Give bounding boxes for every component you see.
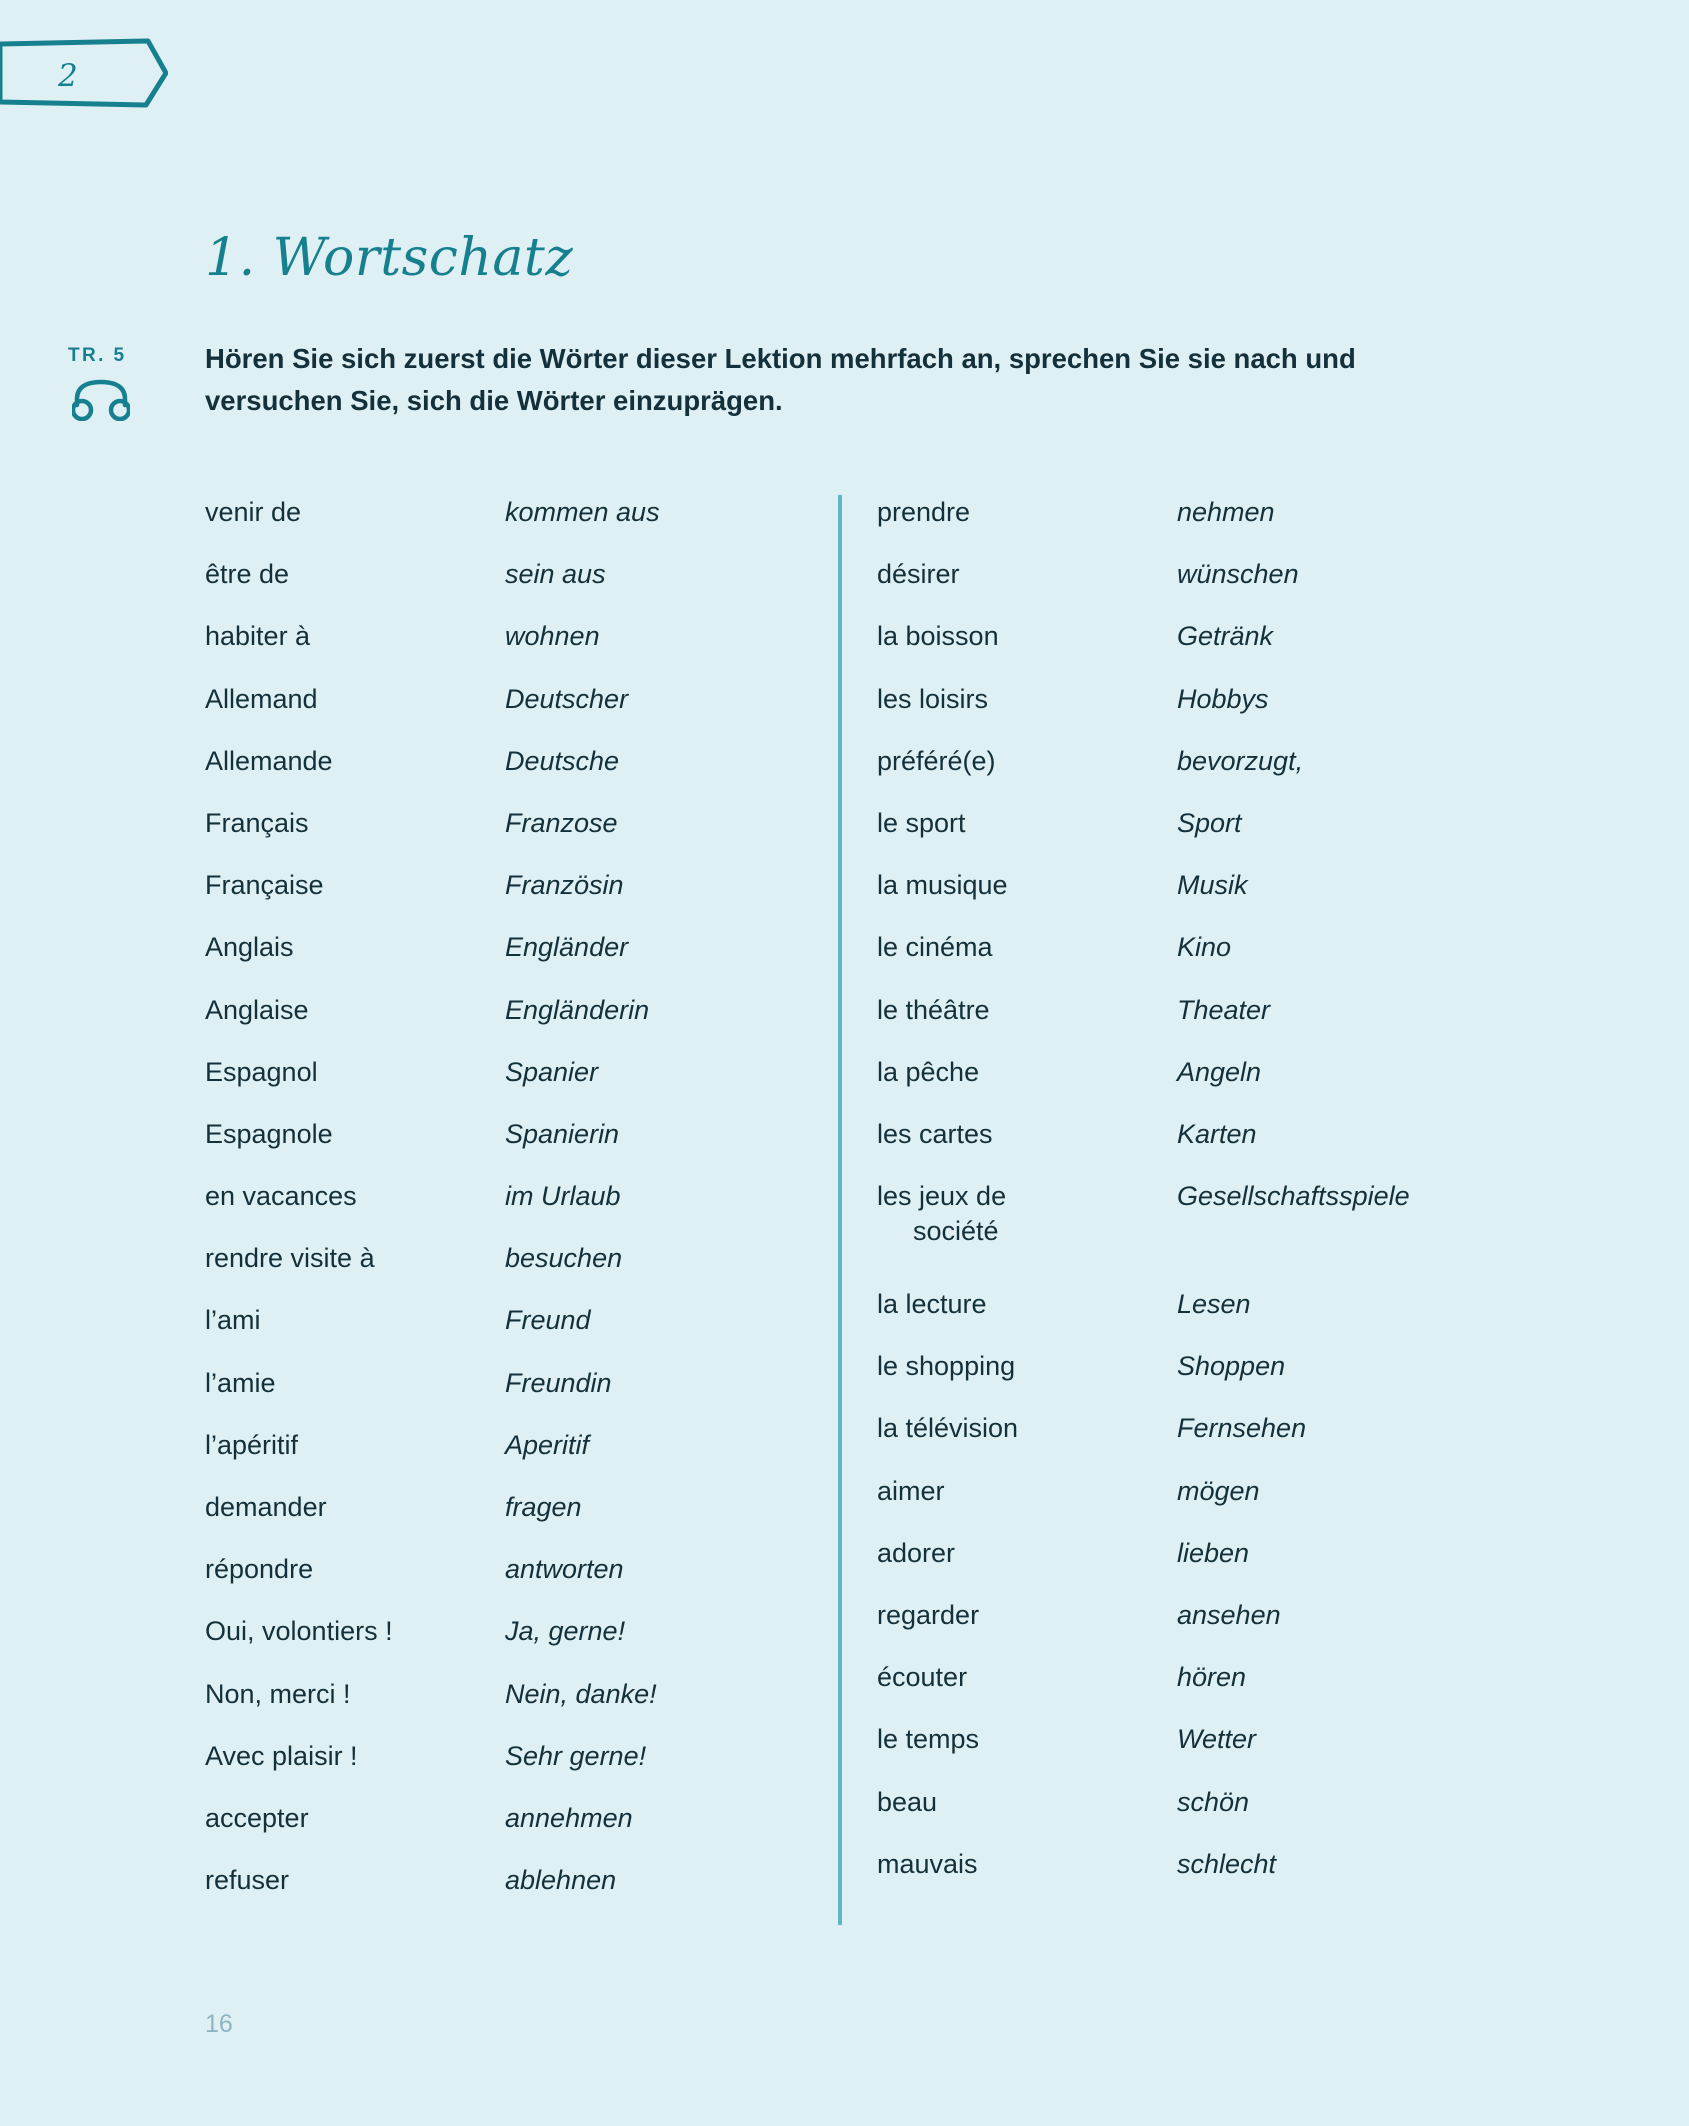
vocab-german: Engländerin bbox=[505, 994, 650, 1025]
vocabulary-table bbox=[205, 495, 1480, 1925]
vocab-french: beau bbox=[877, 1786, 938, 1817]
vocab-german: schön bbox=[1177, 1786, 1250, 1817]
vocab-german: ansehen bbox=[1177, 1600, 1281, 1630]
vocab-row bbox=[877, 495, 1480, 557]
vocab-row bbox=[205, 495, 808, 557]
vocab-french: le cinéma bbox=[877, 932, 993, 963]
vocab-german: Spanier bbox=[505, 1056, 599, 1087]
vocab-row bbox=[877, 1411, 1480, 1473]
vocab-row bbox=[205, 744, 808, 806]
page-number: 16 bbox=[205, 2010, 233, 2038]
vocab-row bbox=[205, 619, 808, 681]
chapter-number: 2 bbox=[58, 58, 79, 94]
vocab-row bbox=[877, 868, 1480, 930]
vocab-row bbox=[205, 1614, 808, 1676]
instruction-text: Hören Sie sich zuerst die Wörter dieser Lektion mehrfach an, sprechen Sie sie nach und versuchen Sie, sich die Wörter einzuprägen. bbox=[205, 343, 1356, 416]
vocab-german: kommen aus bbox=[505, 497, 660, 527]
vocab-french: les loisirs bbox=[877, 683, 989, 714]
vocab-row bbox=[205, 1552, 808, 1614]
vocab-french: Espagnole bbox=[205, 1118, 333, 1149]
vocab-french: la pêche bbox=[877, 1056, 980, 1087]
vocab-row bbox=[205, 1117, 808, 1179]
vocab-german: lieben bbox=[1177, 1537, 1250, 1568]
vocab-german: fragen bbox=[505, 1492, 582, 1522]
vocab-german: Deutscher bbox=[505, 683, 629, 714]
vocab-french: le shopping bbox=[877, 1351, 1016, 1382]
vocab-row bbox=[877, 1349, 1480, 1411]
vocab-french: l’apéritif bbox=[205, 1429, 299, 1460]
vocab-french: Allemande bbox=[205, 745, 333, 776]
vocab-german: Sehr gerne! bbox=[505, 1740, 647, 1771]
vocab-french: être de bbox=[205, 559, 290, 590]
vocab-german: Theater bbox=[1177, 994, 1271, 1025]
vocab-row bbox=[877, 1474, 1480, 1536]
vocab-german: sein aus bbox=[505, 559, 606, 590]
vocab-row bbox=[205, 868, 808, 930]
vocab-row bbox=[205, 1303, 808, 1365]
vocab-german: hören bbox=[1177, 1662, 1247, 1693]
vocab-row bbox=[877, 1179, 1480, 1287]
vocab-row bbox=[877, 993, 1480, 1055]
vocab-german: bevorzugt, bbox=[1177, 745, 1304, 776]
track-label: TR. 5 bbox=[68, 345, 127, 366]
vocab-german: nehmen bbox=[1177, 497, 1275, 527]
vocab-french-line2: société bbox=[913, 1215, 999, 1246]
vocab-row bbox=[877, 1847, 1480, 1909]
vocab-german: Hobbys bbox=[1177, 683, 1269, 714]
vocab-french: la musique bbox=[877, 870, 1008, 901]
vocab-row bbox=[877, 1785, 1480, 1847]
page-title: 1. Wortschatz bbox=[205, 228, 574, 288]
vocab-german: ablehnen bbox=[505, 1865, 617, 1896]
vocab-german: Wetter bbox=[1177, 1724, 1257, 1755]
vocab-french: la boisson bbox=[877, 621, 999, 652]
vocab-german: Nein, danke! bbox=[505, 1678, 657, 1709]
vocab-french: habiter à bbox=[205, 621, 311, 652]
vocab-row bbox=[205, 557, 808, 619]
vocab-german: Getränk bbox=[1177, 621, 1274, 652]
vocab-french: Non, merci ! bbox=[205, 1678, 351, 1709]
vocab-german: Fernsehen bbox=[1177, 1413, 1307, 1444]
vocab-german: Gesellschaftsspiele bbox=[1177, 1181, 1410, 1212]
vocab-row bbox=[877, 619, 1480, 681]
vocab-row bbox=[205, 682, 808, 744]
vocab-french: le théâtre bbox=[877, 994, 990, 1025]
vocab-french: refuser bbox=[205, 1865, 290, 1896]
vocab-french: Anglaise bbox=[205, 994, 309, 1025]
vocab-french: Anglais bbox=[205, 932, 294, 963]
vocab-german: antworten bbox=[505, 1554, 624, 1585]
vocab-french: aimer bbox=[877, 1475, 945, 1506]
vocab-french: l’amie bbox=[205, 1367, 276, 1398]
vocab-french: accepter bbox=[205, 1802, 309, 1833]
vocab-row bbox=[877, 682, 1480, 744]
vocab-row bbox=[205, 1366, 808, 1428]
vocab-french: prendre bbox=[877, 497, 971, 527]
vocab-german: Sport bbox=[1177, 807, 1242, 838]
vocab-french: le sport bbox=[877, 807, 966, 838]
vocab-row bbox=[205, 993, 808, 1055]
vocab-french: l’ami bbox=[205, 1305, 261, 1336]
vocab-row bbox=[205, 1677, 808, 1739]
audio-track-marker bbox=[68, 345, 188, 426]
vocab-row bbox=[205, 1241, 808, 1303]
vocab-row bbox=[877, 1722, 1480, 1784]
vocab-french: écouter bbox=[877, 1662, 968, 1693]
vocab-french: la lecture bbox=[877, 1289, 987, 1320]
vocab-german: Ja, gerne! bbox=[505, 1616, 626, 1647]
vocab-german: wohnen bbox=[505, 621, 600, 652]
chapter-tab bbox=[0, 38, 168, 110]
vocab-row bbox=[877, 1598, 1480, 1660]
vocab-french: demander bbox=[205, 1492, 327, 1522]
vocab-french: en vacances bbox=[205, 1181, 357, 1212]
vocab-french: répondre bbox=[205, 1554, 314, 1585]
vocab-french: désirer bbox=[877, 559, 960, 590]
vocab-row bbox=[877, 1117, 1480, 1179]
vocabulary-column-right bbox=[838, 495, 1480, 1925]
vocab-german: wünschen bbox=[1177, 559, 1299, 590]
vocab-french: Avec plaisir ! bbox=[205, 1740, 358, 1771]
vocab-french: Oui, volontiers ! bbox=[205, 1616, 393, 1647]
vocab-row bbox=[205, 1801, 808, 1863]
vocab-german: Franzose bbox=[505, 807, 618, 838]
vocab-german: Aperitif bbox=[505, 1429, 590, 1460]
vocabulary-column-left bbox=[205, 495, 808, 1925]
vocab-french: les cartes bbox=[877, 1118, 993, 1149]
vocab-german: Engländer bbox=[505, 932, 629, 963]
vocab-german: annehmen bbox=[505, 1802, 633, 1833]
vocab-french bbox=[877, 1179, 1177, 1248]
vocab-row bbox=[877, 1660, 1480, 1722]
vocab-row bbox=[877, 806, 1480, 868]
vocab-french: Français bbox=[205, 807, 309, 838]
vocab-french: préféré(e) bbox=[877, 745, 996, 776]
vocab-german: Freund bbox=[505, 1305, 591, 1336]
vocab-row bbox=[877, 1536, 1480, 1598]
vocab-french: la télévision bbox=[877, 1413, 1019, 1444]
vocab-french-line1: les jeux de bbox=[877, 1181, 1007, 1212]
vocab-german: Freundin bbox=[505, 1367, 612, 1398]
vocab-german: Deutsche bbox=[505, 745, 620, 776]
vocab-row bbox=[205, 1055, 808, 1117]
vocab-row bbox=[205, 1739, 808, 1801]
vocab-row bbox=[205, 1490, 808, 1552]
vocab-row bbox=[205, 1179, 808, 1241]
chapter-tab-shape bbox=[0, 38, 168, 110]
vocab-french: Allemand bbox=[205, 683, 318, 714]
vocab-row bbox=[205, 1428, 808, 1490]
vocab-french: rendre visite à bbox=[205, 1243, 375, 1274]
vocab-german: Musik bbox=[1177, 870, 1248, 901]
vocab-french: le temps bbox=[877, 1724, 980, 1755]
vocab-french: adorer bbox=[877, 1537, 956, 1568]
vocab-german: Shoppen bbox=[1177, 1351, 1286, 1382]
vocab-row bbox=[877, 557, 1480, 619]
vocab-german: Karten bbox=[1177, 1118, 1257, 1149]
vocab-german: Kino bbox=[1177, 932, 1232, 963]
vocab-german: besuchen bbox=[505, 1243, 623, 1274]
vocab-french: Espagnol bbox=[205, 1056, 318, 1087]
vocab-row bbox=[877, 744, 1480, 806]
vocab-german: schlecht bbox=[1177, 1848, 1277, 1879]
vocab-french: Française bbox=[205, 870, 324, 901]
vocab-german: Spanierin bbox=[505, 1118, 620, 1149]
headphones-icon bbox=[72, 379, 188, 426]
vocab-row bbox=[877, 930, 1480, 992]
vocab-french: mauvais bbox=[877, 1848, 978, 1879]
vocab-german: Lesen bbox=[1177, 1289, 1251, 1320]
vocab-row bbox=[877, 1287, 1480, 1349]
vocab-row bbox=[205, 806, 808, 868]
vocab-german: mögen bbox=[1177, 1475, 1260, 1506]
vocab-french: regarder bbox=[877, 1600, 980, 1630]
vocab-row bbox=[205, 1863, 808, 1925]
vocab-german: Französin bbox=[505, 870, 624, 901]
vocab-row bbox=[205, 930, 808, 992]
vocab-german: Angeln bbox=[1177, 1056, 1262, 1087]
vocab-row bbox=[877, 1055, 1480, 1117]
vocab-german: im Urlaub bbox=[505, 1181, 621, 1212]
vocab-french: venir de bbox=[205, 497, 302, 527]
